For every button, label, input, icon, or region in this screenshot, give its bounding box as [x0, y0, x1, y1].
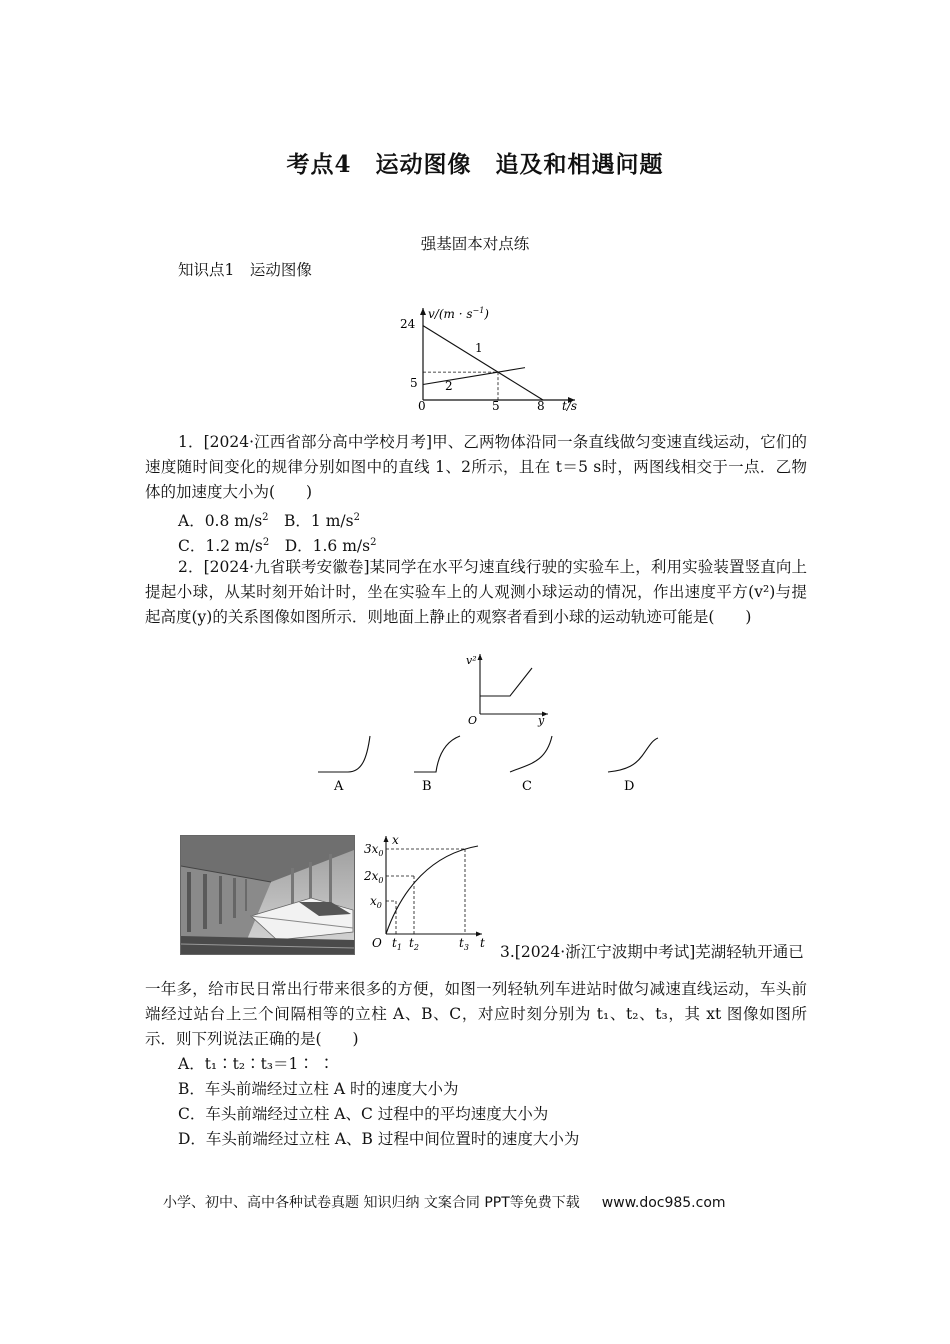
choice-b-label: B	[422, 779, 432, 794]
choice-a-label: A	[334, 779, 344, 794]
v2-xlabel: y	[538, 714, 545, 727]
xt-xtick-t3: $t_3$	[459, 936, 469, 952]
choice-d-label: D	[624, 779, 635, 794]
q3-option-a: A．t₁∶t₂∶t₃＝1∶ ∶	[178, 1055, 335, 1073]
xt-curve	[386, 846, 478, 934]
vt-line-1	[423, 326, 543, 400]
xt-origin: O	[372, 936, 382, 950]
xt-graph	[362, 828, 492, 954]
question-2-text: 2．[2024·九省联考安徽卷]某同学在水平匀速直线行驶的实验车上，利用实验装置竖直向上提起小球，从某时刻开始计时，坐在实验车上的人观测小球运动的情况，作出速度平方(v²)与提起高度(y)的关系图像如图所示．则地面上静止的观察者看到小球的运动轨迹可能是( )	[145, 558, 807, 626]
trajectory-b	[414, 736, 460, 772]
footer-text: 小学、初中、高中各种试卷真题 知识归纳 文案合同 PPT等免费下载	[163, 1195, 580, 1211]
trajectory-c	[510, 736, 552, 772]
xt-ytick-3x0: $3x_0$	[364, 842, 384, 858]
footer-site-link[interactable]: www.doc985.com	[601, 1195, 726, 1211]
question-1-options-cd: C．1.2 $m/s^2$ D．1.6 $m/s^2$	[178, 537, 377, 556]
q3-option-b: B．车头前端经过立柱 A 时的速度大小为	[178, 1080, 459, 1098]
xt-xtick-t1: $t_1$	[392, 936, 402, 952]
q3-option-c: C．车头前端经过立柱 A、C 过程中的平均速度大小为	[178, 1105, 549, 1123]
q1-option-b: B．1 m/s	[284, 512, 354, 531]
vt-origin: 0	[418, 399, 426, 413]
vt-xtick-5: 5	[492, 399, 500, 413]
trajectory-choices	[310, 728, 670, 798]
vt-line-2-label: 2	[445, 379, 453, 393]
question-1-options-ab: A．0.8 $m/s^2$ B．1 $m/s^2$	[178, 512, 360, 531]
page-title: 考点4 运动图像 追及和相遇问题	[286, 151, 664, 178]
page-footer	[163, 1192, 726, 1212]
xt-xtick-t2: $t_2$	[409, 936, 419, 952]
vt-xlabel: t/s	[562, 399, 578, 413]
q1-option-c: C．1.2 m/s	[178, 537, 263, 556]
q1-option-a: A．0.8 m/s	[178, 512, 263, 531]
vt-xtick-8: 8	[537, 399, 545, 413]
question-3-text: 一年多，给市民日常出行带来很多的方便，如图一列轻轨列车进站时做匀减速直线运动，车头前端经过站台上三个间隔相等的立柱 A、B、C，对应时刻分别为 t₁、t₂、t₃，其 xt 图像如图所示．则下列说法正确的是( )	[145, 980, 807, 1048]
question-3-head: 3.[2024·浙江宁波期中考试]芜湖轻轨开通已	[500, 943, 804, 961]
q3-option-d: D．车头前端经过立柱 A、B 过程中间位置时的速度大小为	[178, 1130, 580, 1148]
xt-ytick-2x0: $2x_0$	[364, 869, 384, 885]
xt-xlabel: t	[480, 936, 485, 950]
vt-ylabel: $v/(m \cdot s^{-1})$	[428, 306, 489, 321]
xt-ylabel: x	[392, 833, 399, 847]
vt-line-1-label: 1	[475, 341, 483, 355]
choice-c-label: C	[522, 779, 532, 794]
knowledge-point-heading: 知识点1 运动图像	[178, 261, 312, 279]
vt-ytick-24: 24	[400, 317, 416, 331]
question-1-text: 1．[2024·江西省部分高中学校月考]甲、乙两物体沿同一条直线做匀变速直线运动，它们的速度随时间变化的规律分别如图中的直线 1、2所示，且在 t＝5 s时，两图线相交于一点．乙物体的加速度大小为( )	[145, 433, 807, 501]
section-heading: 强基固本对点练	[420, 235, 530, 253]
xt-ytick-x0: $x_0$	[370, 894, 382, 910]
vt-graph	[360, 300, 590, 415]
v2-ylabel: v²	[466, 654, 477, 667]
trajectory-a	[318, 736, 370, 772]
vt-ytick-5: 5	[410, 376, 418, 390]
q1-option-d: D．1.6 m/s	[284, 537, 371, 556]
trajectory-d	[608, 738, 658, 772]
v2-origin: O	[468, 714, 478, 727]
vt-line-2	[423, 368, 525, 385]
train-station-photo	[180, 835, 355, 955]
v2-y-graph	[460, 648, 560, 728]
